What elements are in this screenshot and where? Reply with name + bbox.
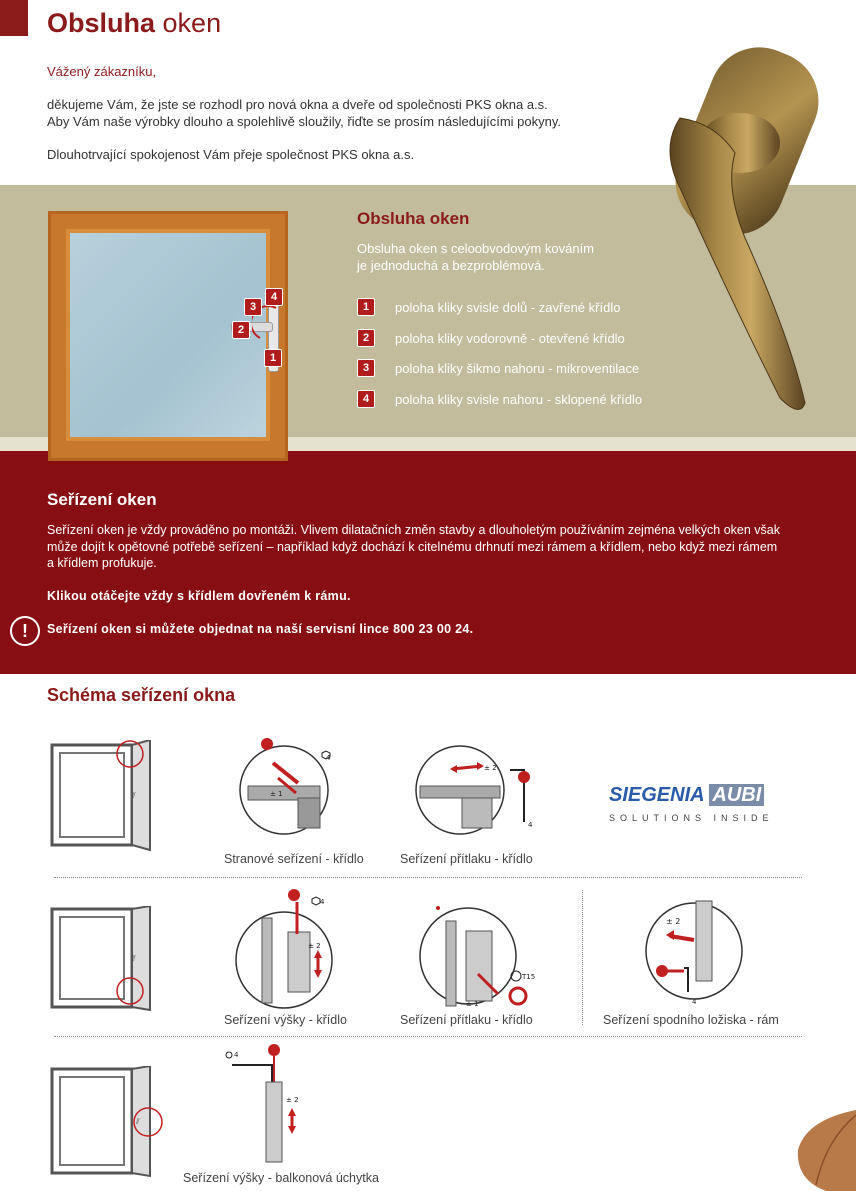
list-item-text: poloha kliky vodorovně - otevřené křídlo bbox=[395, 330, 625, 346]
logo-tagline: SOLUTIONS INSIDE bbox=[609, 813, 774, 823]
number-badge: 1 bbox=[357, 298, 375, 316]
caption-pressure-adjustment-2: Seřízení přítlaku - křídlo bbox=[400, 1013, 533, 1027]
svg-text:⫽: ⫽ bbox=[136, 1117, 140, 1126]
diagram-height-adjustment bbox=[232, 888, 337, 1010]
greeting: Vážený zákazníku, bbox=[47, 64, 157, 79]
list-item bbox=[357, 390, 642, 408]
handle-badge-3: 3 bbox=[244, 298, 262, 316]
torx-key-label: T15 bbox=[522, 973, 536, 981]
intro-line-2: Aby Vám naše výrobky dlouho a spolehlivě sloužily, řiďte se prosím následujícími pokyny. bbox=[47, 114, 562, 129]
plus-minus-label: ± 1 bbox=[466, 1000, 479, 1008]
number-badge: 3 bbox=[357, 359, 375, 377]
list-item bbox=[357, 329, 625, 347]
plus-minus-label: ± 1 bbox=[270, 790, 283, 798]
list-item-text: poloha kliky svisle dolů - zavřené křídlo bbox=[395, 299, 621, 315]
schema-title: Schéma seřízení okna bbox=[47, 685, 236, 705]
list-item-text: poloha kliky šikmo nahoru - mikroventilace bbox=[395, 360, 640, 376]
adjustment-body-2: může dojít k opětovné potřebě seřízení – například když dochází k citelnému drhnutí mezi rámem a křídlem, nebo když mezi rámem bbox=[47, 540, 778, 554]
plus-minus-label: ± 2 bbox=[286, 1096, 299, 1104]
operation-title: Obsluha oken bbox=[357, 209, 470, 228]
window-thumb-2 bbox=[50, 906, 170, 1011]
number-badge: 2 bbox=[357, 329, 375, 347]
svg-text:⫽: ⫽ bbox=[132, 954, 136, 963]
list-item-text: poloha kliky svisle nahoru - sklopené křídlo bbox=[395, 391, 643, 407]
caption-pressure-adjustment: Seřízení přítlaku - křídlo bbox=[400, 852, 533, 866]
divider bbox=[54, 1036, 802, 1037]
window-thumb-3 bbox=[50, 1066, 170, 1178]
corner-accent bbox=[0, 0, 28, 36]
plus-minus-label: ± 2 bbox=[666, 917, 681, 926]
diagram-balcony-latch bbox=[222, 1042, 312, 1167]
hex-key-label: 4 bbox=[234, 1051, 239, 1059]
plus-minus-label: ± 2 bbox=[484, 764, 497, 772]
diagram-pressure-adjustment-2 bbox=[418, 896, 543, 1011]
list-item bbox=[357, 359, 639, 377]
operation-sub-1: Obsluha oken s celoobvodovým kováním bbox=[357, 241, 595, 256]
leaf-decoration bbox=[796, 1110, 856, 1191]
page-title: Obsluha oken bbox=[47, 8, 222, 38]
caption-bottom-bearing: Seřízení spodního ložiska - rám bbox=[603, 1013, 779, 1027]
siegenia-logo: SIEGENIA AUBI bbox=[609, 784, 764, 807]
svg-text:⫽: ⫽ bbox=[132, 791, 136, 800]
adjustment-body-1: Seřízení oken je vždy prováděno po montáži. Vlivem dilatačních změn stavby a dlouholetým používáním zejména velkých oken však bbox=[47, 523, 781, 537]
adjustment-body-3: a křídlem profukuje. bbox=[47, 556, 157, 570]
divider bbox=[54, 877, 802, 878]
intro-line-1: děkujeme Vám, že jste se rozhodl pro nová okna a dveře od společnosti PKS okna a.s. bbox=[47, 97, 548, 112]
diagram-bottom-bearing bbox=[644, 896, 744, 1011]
handle-badge-1: 1 bbox=[264, 349, 282, 367]
diagram-side-adjustment bbox=[238, 738, 338, 838]
caption-balcony-latch: Seřízení výšky - balkonová úchytka bbox=[183, 1171, 379, 1185]
intro-line-3: Dlouhotrvající spokojenost Vám přeje společnost PKS okna a.s. bbox=[47, 147, 415, 162]
adjustment-note: Klikou otáčejte vždy s křídlem dovřeném k rámu. bbox=[47, 589, 351, 603]
hex-key-label: 4 bbox=[528, 821, 533, 829]
vertical-divider bbox=[582, 890, 583, 1025]
window-handle-illustration bbox=[640, 38, 825, 428]
caption-side-adjustment: Stranové seřízení - křídlo bbox=[224, 852, 364, 866]
hex-key-label: 4 bbox=[320, 898, 325, 906]
list-item bbox=[357, 298, 620, 316]
diagram-pressure-adjustment bbox=[412, 742, 537, 837]
window-thumb-1 bbox=[50, 740, 170, 855]
adjustment-title: Seřízení oken bbox=[47, 490, 157, 509]
handle-badge-2: 2 bbox=[232, 321, 250, 339]
number-badge: 4 bbox=[357, 390, 375, 408]
operation-sub-2: je jednoduchá a bezproblémová. bbox=[357, 258, 545, 273]
service-line-note: Seřízení oken si můžete objednat na naší servisní lince 800 23 00 24. bbox=[47, 622, 474, 636]
plus-minus-label: ± 2 bbox=[308, 942, 321, 950]
hex-key-label: 4 bbox=[692, 998, 697, 1006]
caption-height-adjustment: Seřízení výšky - křídlo bbox=[224, 1013, 347, 1027]
warning-icon: ! bbox=[10, 616, 40, 646]
hex-key-label: 4 bbox=[326, 754, 331, 762]
handle-badge-4: 4 bbox=[265, 288, 283, 306]
